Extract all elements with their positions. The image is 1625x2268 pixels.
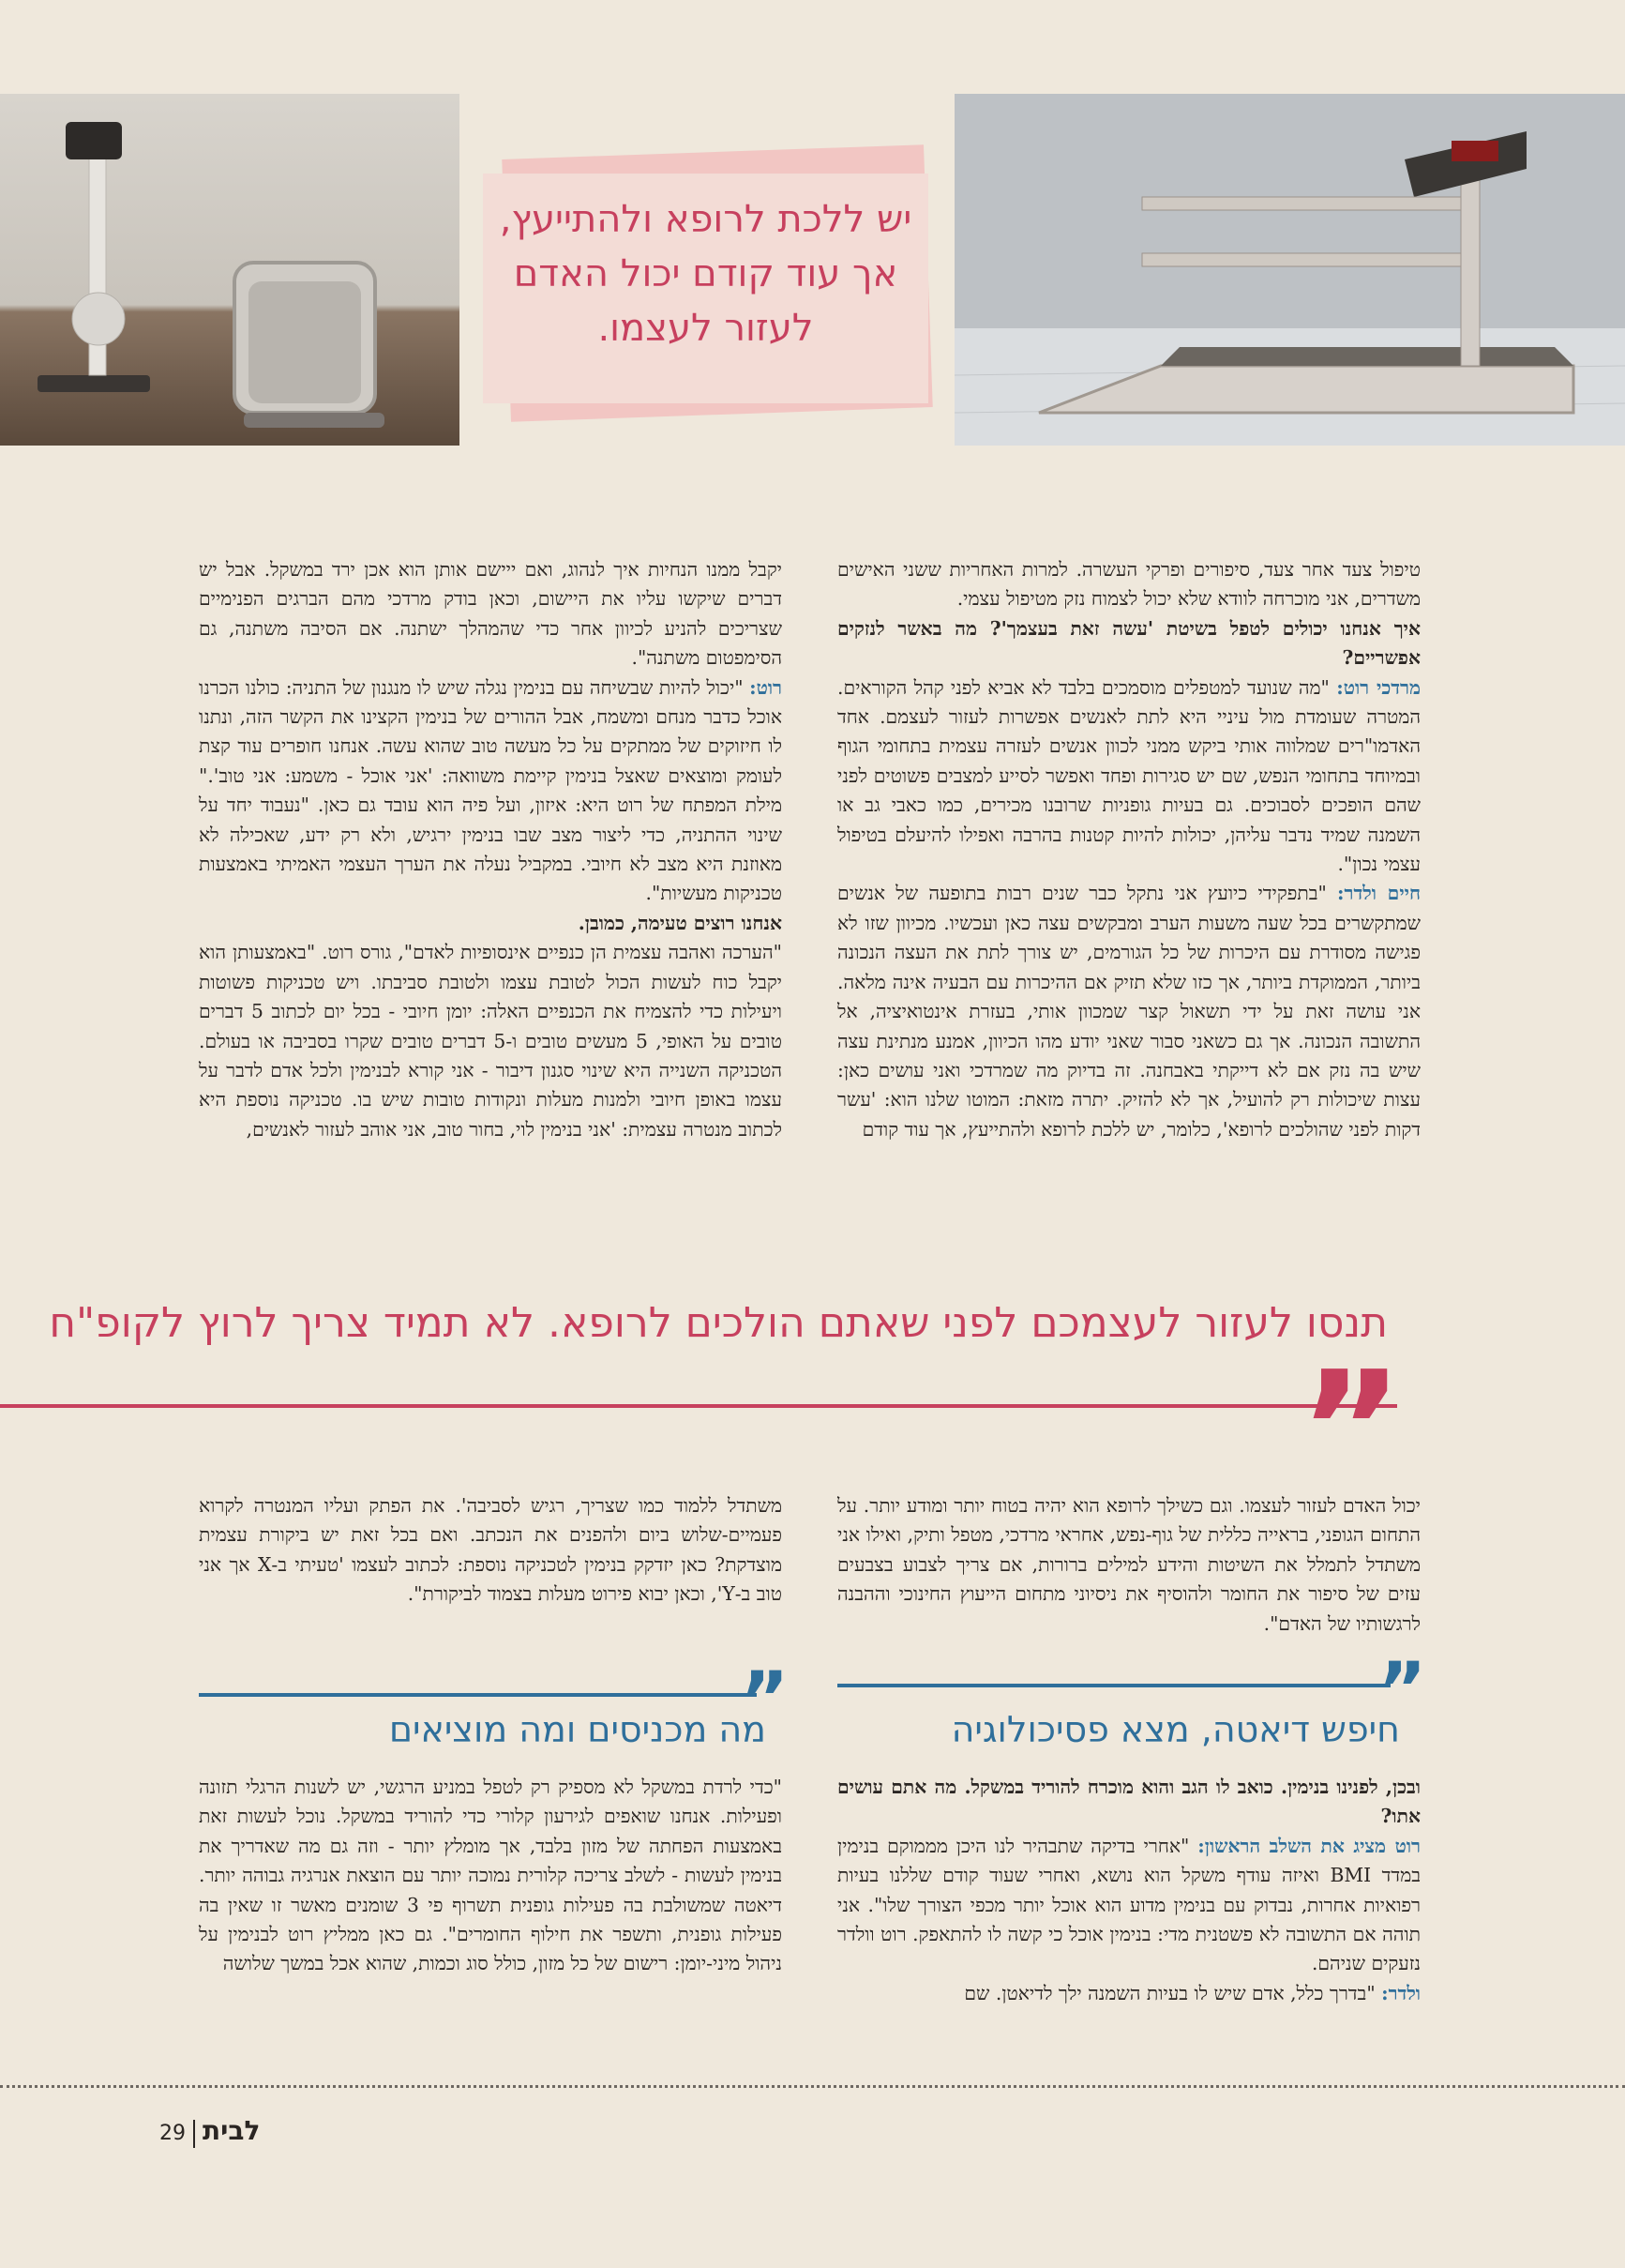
right-top-paragraph: חיים ולדר: "בתפקידי כיועץ אני נתקל כבר שנים רבות בתופעה של אנשים שמתקשרים בכל שעה משעות הערב ומבקשים עצה כאן ועכשיו. מכיוון שזו לא פגישה מסודרת עם היכרות של כל הגורמים, יש צורך לתת את העצה הנכונה ביותר, הממוקדת ביותר, אך כזו שלא תזיק אם ההיכרות עם הבעיה אינה מלאה. אני עושה זאת על ידי תשאול קצר שמכוון אותי, בעזרת אינטואיציה, אל התשובה הנכונה. אך גם כשאני סבור שאני יודע מהו הכיוון, אמנע מנתינת עצה שיש בה נזק אם לא דייקתי באבחנה. זה בדיוק מה שמרדכי ואני עושים כאן: עצות שיכולות רק להועיל, אך לא להזיק. יתרה מזאת: המוטו שלנו הוא: 'עשר דקות לפני שהולכים לרופא', כלומר, יש ללכת לרופא ולהתייעץ, אך עוד קודם bbox=[837, 882, 1421, 1141]
article-column-right-mid: יכול האדם לעזור לעצמו. וגם כשילך לרופא הוא יהיה בטוח יותר ומודע יותר. על התחום הגופני, בראייה כללית של גוף-נפש, אחראי מרדכי, מטפל ותיק, ואילו אני משתדל לתמלל את השיטות והידע למילים ברורות, אם צריך לצבוע בצבעים עזים של סיפור את החומר ולהוסיף את ניסיוני מתחום הייעוץ החינוכי וההבנה לרגשותיו של האדם". bbox=[837, 1494, 1421, 1635]
quote-mark-icon: ” bbox=[741, 1657, 790, 1742]
speaker-label: חיים ולדר: bbox=[1337, 882, 1421, 905]
footer-separator bbox=[193, 2120, 195, 2148]
section-title-right: חיפש דיאטה, מצא פסיכולוגיה bbox=[951, 1709, 1400, 1750]
pull-quote: יש ללכת לרופא ולהתייעץ, אך עוד קודם יכול האדם לעזור לעצמו. bbox=[499, 198, 912, 350]
section-rule-left bbox=[199, 1693, 757, 1697]
article-column-left-top bbox=[199, 555, 782, 1144]
section-rule-right bbox=[837, 1684, 1391, 1687]
footer-divider bbox=[0, 2085, 1625, 2088]
speaker-label: רוט מציג את השלב הראשון: bbox=[1197, 1834, 1421, 1857]
magazine-brand: לבית bbox=[203, 2115, 261, 2146]
right-bottom-paragraph: ולדר: "בדרך כלל, אדם שיש לו בעיות השמנה ילך לדיאטן. שם bbox=[964, 1981, 1421, 2004]
exercise-bike-photo bbox=[0, 94, 459, 446]
right-top-paragraph: מרדכי רוט: "מה שנועד למטפלים מוסמכים בלבד לא אביא לפני קהל הקוראים. המטרה שעומדת מול עיניי היא לתת לאנשים אפשרות לעזור לעצמם. אחד האדמו"רים שמלווה אותי ביקש ממני לכוון אנשים לעזרה עצמית בתחומי הגוף ובמיוחד בתחומי הנפש, שם יש סגירות ופחד ואפשר לסייע למצבים פשוטים לפני שהם הופכים לסבוכים. גם בעיות גופניות שרובנו מכירים, כמו כאבי גב או השמנה שמיד נדבר עליהן, יכולות להיות קטנות בהרבה ואפילו להיעלם בטיפול עצמי נכון". bbox=[837, 675, 1422, 876]
quote-mark-icon: ” bbox=[1299, 1338, 1404, 1523]
exercise-bike-illustration bbox=[0, 94, 459, 446]
speaker-label: רוט: bbox=[749, 675, 782, 699]
article-column-right-top bbox=[837, 555, 1421, 1144]
section-title-left: מה מכניסים ומה מוציאים bbox=[388, 1709, 766, 1750]
right-top-paragraph: איך אנחנו יכולים לטפל בשיטת 'עשה זאת בעצמך'? מה באשר לנזקים אפשריים? bbox=[837, 616, 1421, 670]
treadmill-photo bbox=[955, 94, 1625, 446]
right-bottom-paragraph: ובכן, לפנינו בנימין. כואב לו הגב והוא מוכרח להוריד במשקל. מה אתם עושים אתו? bbox=[837, 1776, 1421, 1828]
highlight-quote: תנסו לעזור לעצמכם לפני שאתם הולכים לרופא. לא תמיד צריך לרוץ לקופ"ח bbox=[49, 1299, 1388, 1347]
left-top-paragraph: "הערכה ואהבה עצמית הן כנפיים אינסופיות לאדם", גורס רוט. "באמצעותן הוא יקבל כוח לעשות הכול לטובת עצמו ולטובת סביבתו. ויש טכניקות פשוטות ויעילות כדי להצמיח את הכנפיים האלה: יומן חיובי - בכל יום לכתוב 5 דברים טובים על האופי, 5 מעשים טובים ו-5 דברים טובים שקרו בסביבה או בעולם. הטכניקה השנייה היא שינוי סגנון דיבור - אני קורא לבנימין ולכל אדם לדבר על עצמו באופן חיובי ולמנות מעלות ונקודות טובות שיש בו. טכניקה נוספת היא לכתוב מנטרה עצמית: 'אני בנימין לוי, בחור טוב, אני אוהב לעזור לאנשים, bbox=[199, 941, 782, 1141]
left-top-paragraph: יקבל ממנו הנחיות איך לנהוג, ואם ייישם אותן הוא אכן ירד במשקל. אבל יש דברים שיקשו עליו את היישום, וכאן בודק מרדכי מהם הברגים הפנימיים שצריכים להניע לכיוון אחר כדי שהמהלך ישתנה. אם הסיבה משתנה, גם הסימפטום משתנה". bbox=[199, 558, 782, 670]
right-bottom-paragraph: רוט מציג את השלב הראשון: "אחרי בדיקה שתבהיר לנו היכן מממוקם בנימין במדד BMI ואיזה עודף משקל הוא נושא, ואחרי שעוד קודם שללנו בעיות רפואיות אחרות, נבדוק עם בנימין מדוע הוא אוכל יותר מכפי הצורך שלו". אני תוהה אם התשובה לא פשטנית מדי: בנימין אוכל כי קשה לו להתאפק. רוט וולדר נזעקים שניהם. bbox=[837, 1834, 1421, 1975]
speaker-label: מרדכי רוט: bbox=[1336, 675, 1422, 699]
left-top-paragraph: רוט: "יכול להיות שבשיחה עם בנימין נגלה שיש לו מנגנון של התניה: כולנו הכרנו אוכל כדבר מנחם ומשמח, אבל ההורים של בנימין הקצינו את הקשר הזה, ונתנו לו חיזוקים של ממתקים על כל מעשה טוב שהוא עשה. אנחנו חופרים עוד קצת לעומק ומוצאים שאצל בנימין קיימת משוואה: 'אני אוכל - משמע: אני טוב'." מילת המפתח של רוט היא: איזון, ועל פיה הוא עובד גם כאן. "נעבוד יחד על שינוי ההתניה, כדי ליצור מצב שבו בנימין ירגיש, ולא רק ידע, שאכילה לא מאוזנת היא מצב לא חיובי. במקביל נעלה את הערך העצמי האמיתי באמצעות טכניקות מעשיות". bbox=[199, 675, 782, 905]
page-number: 29 bbox=[159, 2122, 186, 2145]
left-top-paragraph: אנחנו רוצים טעימה, כמובן. bbox=[578, 911, 782, 934]
speaker-label: ולדר: bbox=[1381, 1981, 1421, 2004]
article-column-left-bottom: "כדי לרדת במשקל לא מספיק רק לטפל במניע הרגשי, יש לשנות הרגלי תזונה ופעילות. אנחנו שואפים לגירעון קלורי כדי להוריד במשקל. נוכל לעשות זאת באמצעות הפחתה של מזון בלבד, אך מומלץ יותר - וזה גם מה שאדריך את בנימין לעשות - לשלב צריכה קלורית נמוכה יותר עם הוצאת אנרגיה גבוהה יותר. דיאטה שמשולבת בה פעילות גופנית תשרוף פי 3 שומנים מאשר זו שאין בה פעילות גופנית, ותשפר את חילוף החומרים". גם כאן ממליץ רוט לבנימין על ניהול מיני-יומן: רישום של כל מזון, כולל סוג וכמות, שהוא אכל במשך שלושה bbox=[199, 1776, 782, 1975]
article-column-right-bottom bbox=[837, 1773, 1421, 2008]
quote-mark-icon: ” bbox=[1378, 1648, 1427, 1732]
article-column-left-mid: משתדל ללמוד כמו שצריך, רגיש לסביבה'. את הפתק ועליו המנטרה לקרוא פעמיים-שלוש ביום ולהפנים את הנכתב. ואם בכל זאת יש ביקורת עצמית מוצדקת? כאן יזדקק בנימין לטכניקה נוספת: לכתוב לעצמו 'טעיתי ב-X אך אני טוב ב-Y', וכאן יבוא פירוט מעלות בצמוד לביקורת". bbox=[199, 1494, 782, 1606]
treadmill-illustration bbox=[955, 94, 1625, 446]
right-top-paragraph: טיפול צעד אחר צעד, סיפורים ופרקי העשרה. למרות האחריות ששני האישים משדרים, אני מוכרחה לוודא שלא יכול לצמוח נזק מטיפול עצמי. bbox=[837, 558, 1421, 611]
page-footer bbox=[159, 2115, 260, 2148]
highlight-quote-rule bbox=[0, 1404, 1397, 1408]
